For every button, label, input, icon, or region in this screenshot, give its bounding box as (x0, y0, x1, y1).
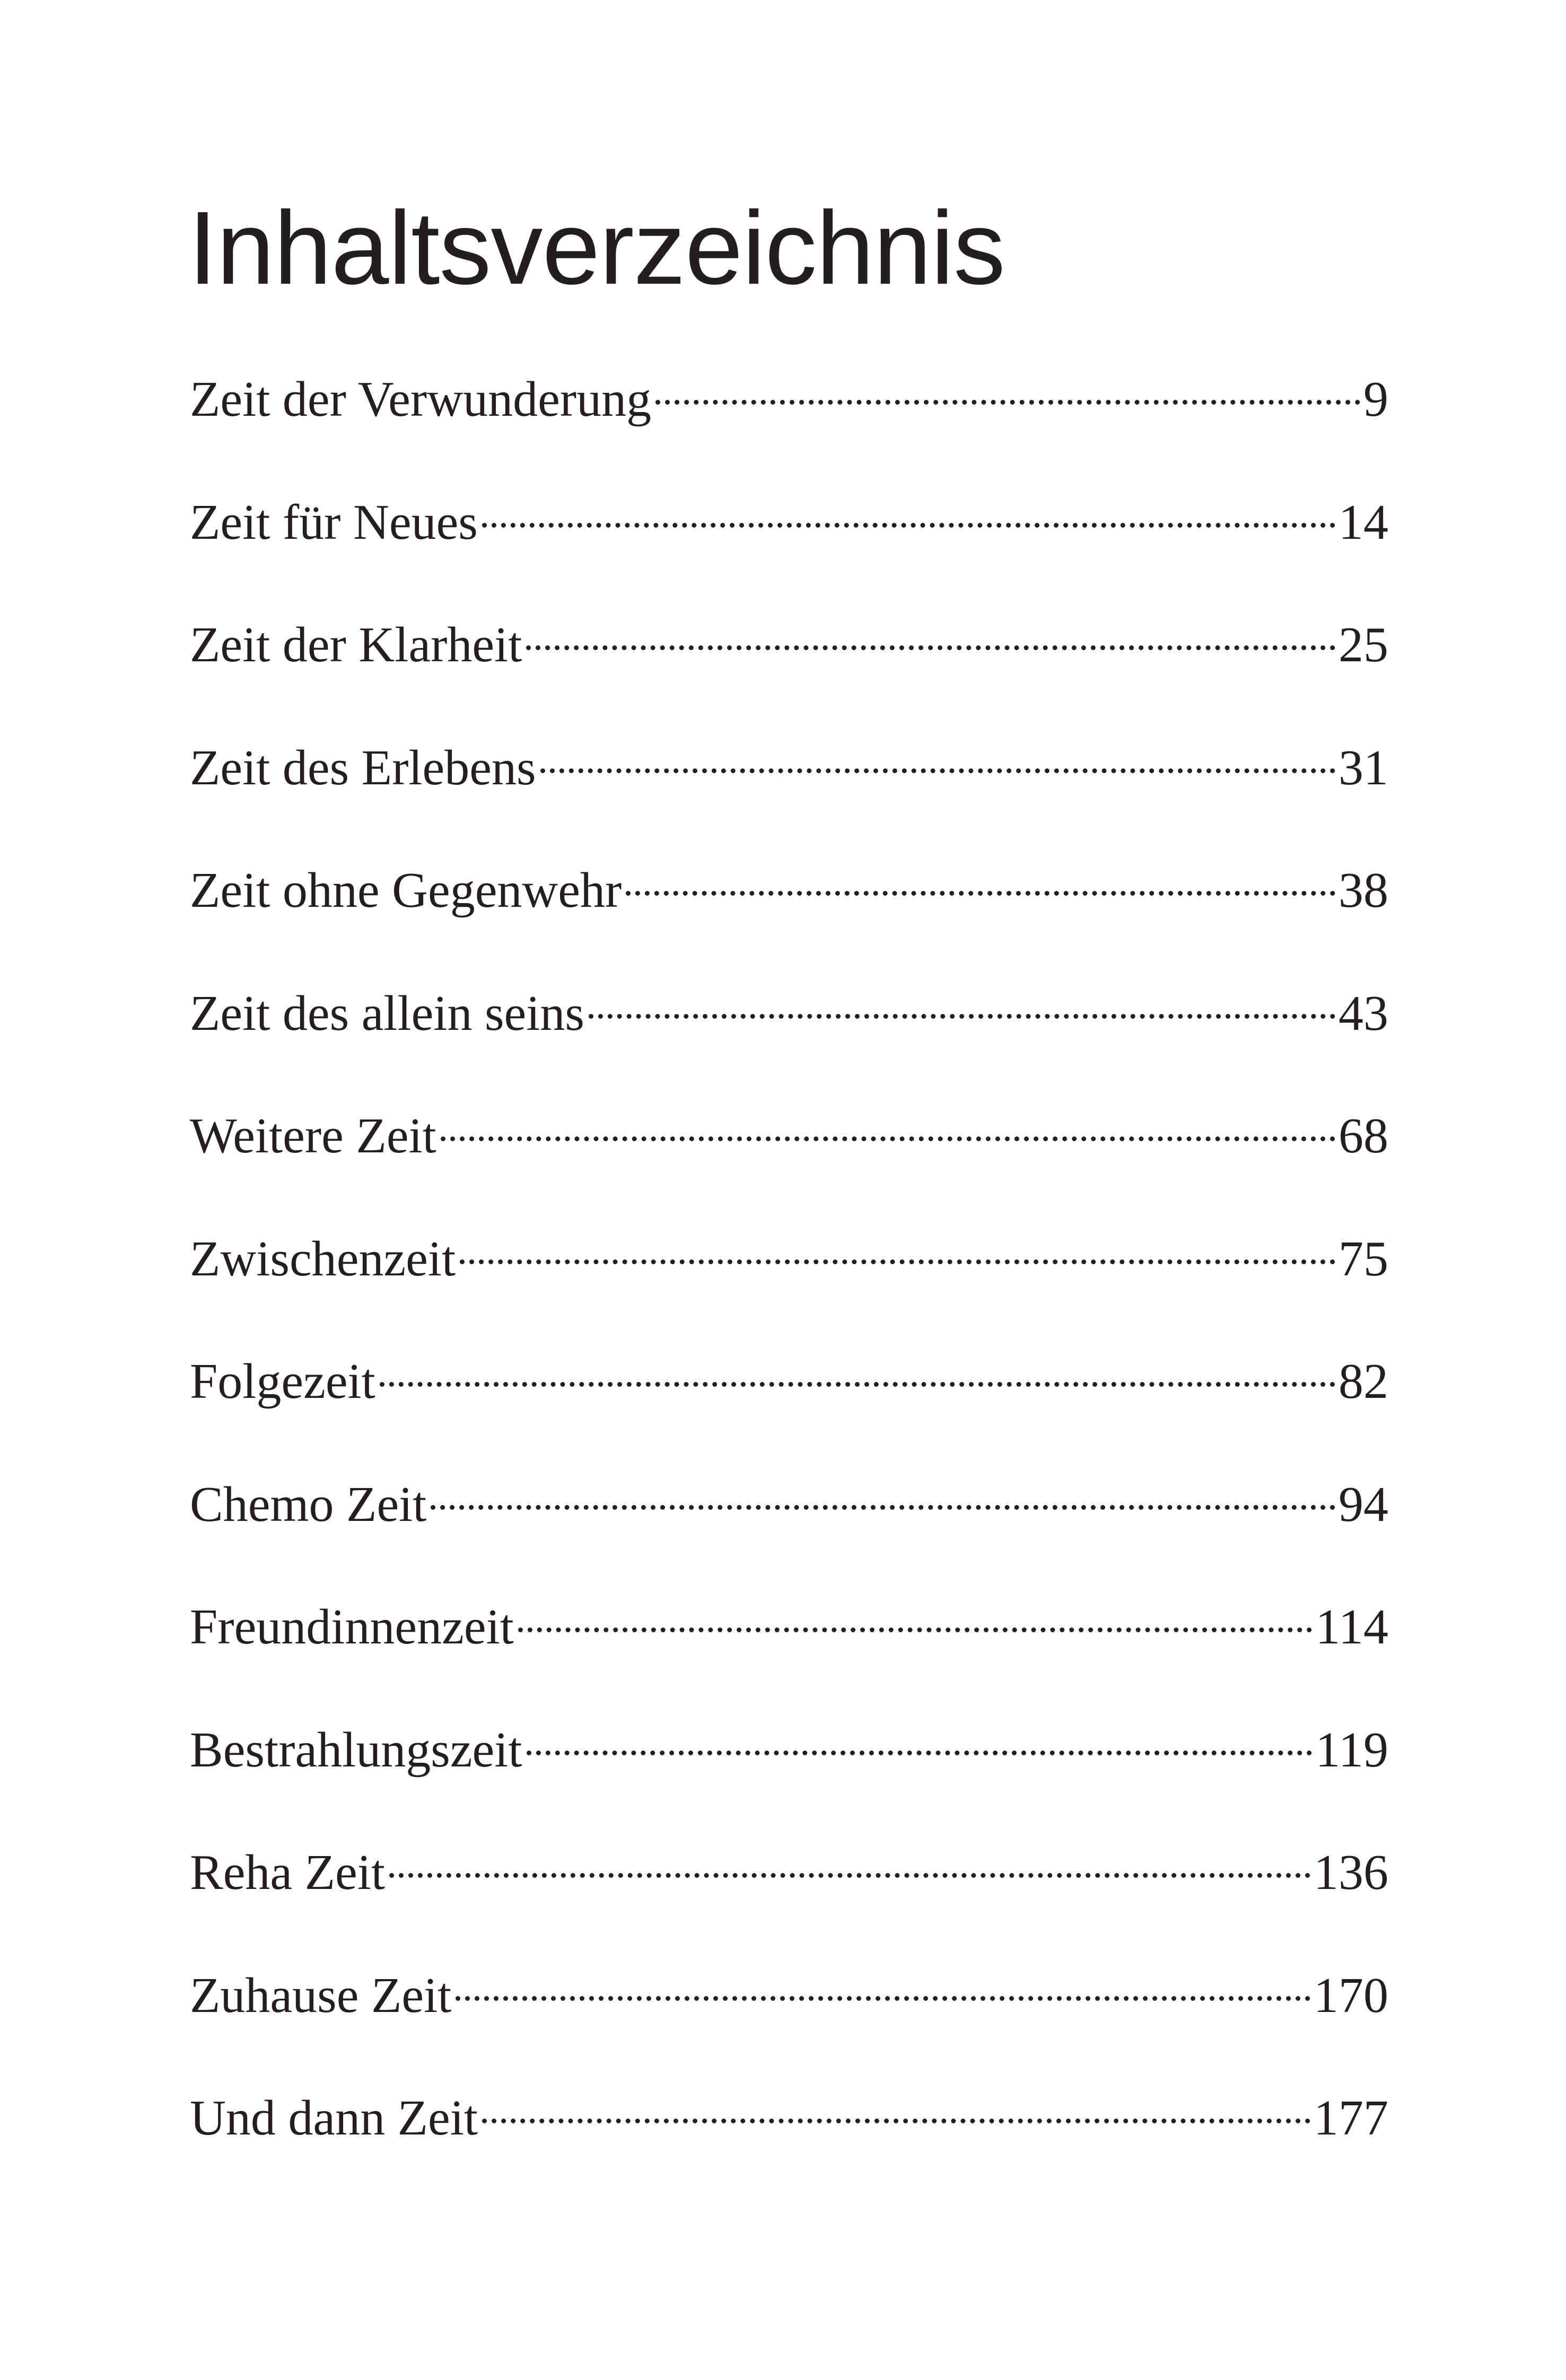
dot-leader (626, 857, 1335, 907)
toc-entry (190, 2085, 1388, 2208)
toc-entry (190, 1471, 1388, 1594)
toc-entry-title: Folgezeit (190, 1354, 375, 1409)
page-title: Inhaltsverzeichnis (188, 190, 1005, 306)
toc-entry (190, 857, 1388, 980)
toc-entry-title: Zeit des Erlebens (190, 740, 536, 795)
toc-entry-page-number: 43 (1338, 985, 1388, 1041)
dot-leader (589, 980, 1335, 1030)
toc-entry-page-number: 114 (1315, 1599, 1388, 1655)
toc-entry-title: Reha Zeit (190, 1845, 386, 1900)
table-of-contents (190, 366, 1388, 2208)
toc-entry-page-number: 82 (1338, 1354, 1388, 1409)
toc-entry-page-number: 136 (1314, 1845, 1388, 1900)
toc-entry-page-number: 170 (1314, 1967, 1388, 2023)
toc-entry-page-number: 25 (1338, 617, 1388, 672)
toc-entry (190, 1348, 1388, 1471)
dot-leader (540, 734, 1335, 784)
dot-leader (460, 1226, 1335, 1275)
toc-entry-title: Zeit der Klarheit (190, 617, 522, 672)
toc-entry-title: Und dann Zeit (190, 2090, 478, 2146)
toc-entry (190, 366, 1388, 489)
toc-entry-page-number: 119 (1315, 1722, 1388, 1778)
dot-leader (456, 1962, 1310, 2012)
toc-entry (190, 1594, 1388, 1717)
toc-entry (190, 1717, 1388, 1840)
dot-leader (526, 611, 1335, 661)
toc-entry-title: Weitere Zeit (190, 1108, 436, 1163)
toc-entry-title: Zwischenzeit (190, 1231, 456, 1287)
toc-entry-title: Zeit für Neues (190, 494, 478, 550)
toc-entry (190, 611, 1388, 734)
toc-entry (190, 489, 1388, 612)
toc-entry (190, 980, 1388, 1103)
dot-leader (441, 1102, 1335, 1152)
dot-leader (389, 1839, 1310, 1889)
toc-entry-page-number: 177 (1314, 2090, 1388, 2146)
dot-leader (482, 2085, 1310, 2134)
toc-entry-page-number: 75 (1338, 1231, 1388, 1287)
toc-entry (190, 1962, 1388, 2085)
toc-entry-title: Zeit des allein seins (190, 985, 584, 1041)
toc-entry-title: Freundinnenzeit (190, 1599, 514, 1655)
toc-entry-page-number: 68 (1338, 1108, 1388, 1163)
toc-entry (190, 1102, 1388, 1226)
toc-entry (190, 1226, 1388, 1349)
dot-leader (527, 1717, 1313, 1766)
toc-entry-page-number: 9 (1363, 372, 1388, 427)
toc-entry-page-number: 31 (1338, 740, 1388, 795)
toc-entry-page-number: 14 (1338, 494, 1388, 550)
toc-entry (190, 1839, 1388, 1962)
toc-entry (190, 734, 1388, 858)
dot-leader (482, 489, 1335, 539)
toc-entry-page-number: 38 (1338, 863, 1388, 918)
toc-entry-title: Zeit der Verwunderung (190, 372, 652, 427)
dot-leader (655, 366, 1360, 416)
dot-leader (518, 1594, 1313, 1643)
dot-leader (380, 1348, 1335, 1398)
dot-leader (431, 1471, 1335, 1521)
toc-entry-title: Zeit ohne Gegenwehr (190, 863, 622, 918)
toc-entry-page-number: 94 (1338, 1476, 1388, 1532)
toc-entry-title: Chemo Zeit (190, 1476, 427, 1532)
toc-entry-title: Zuhause Zeit (190, 1967, 452, 2023)
toc-entry-title: Bestrahlungszeit (190, 1722, 522, 1778)
